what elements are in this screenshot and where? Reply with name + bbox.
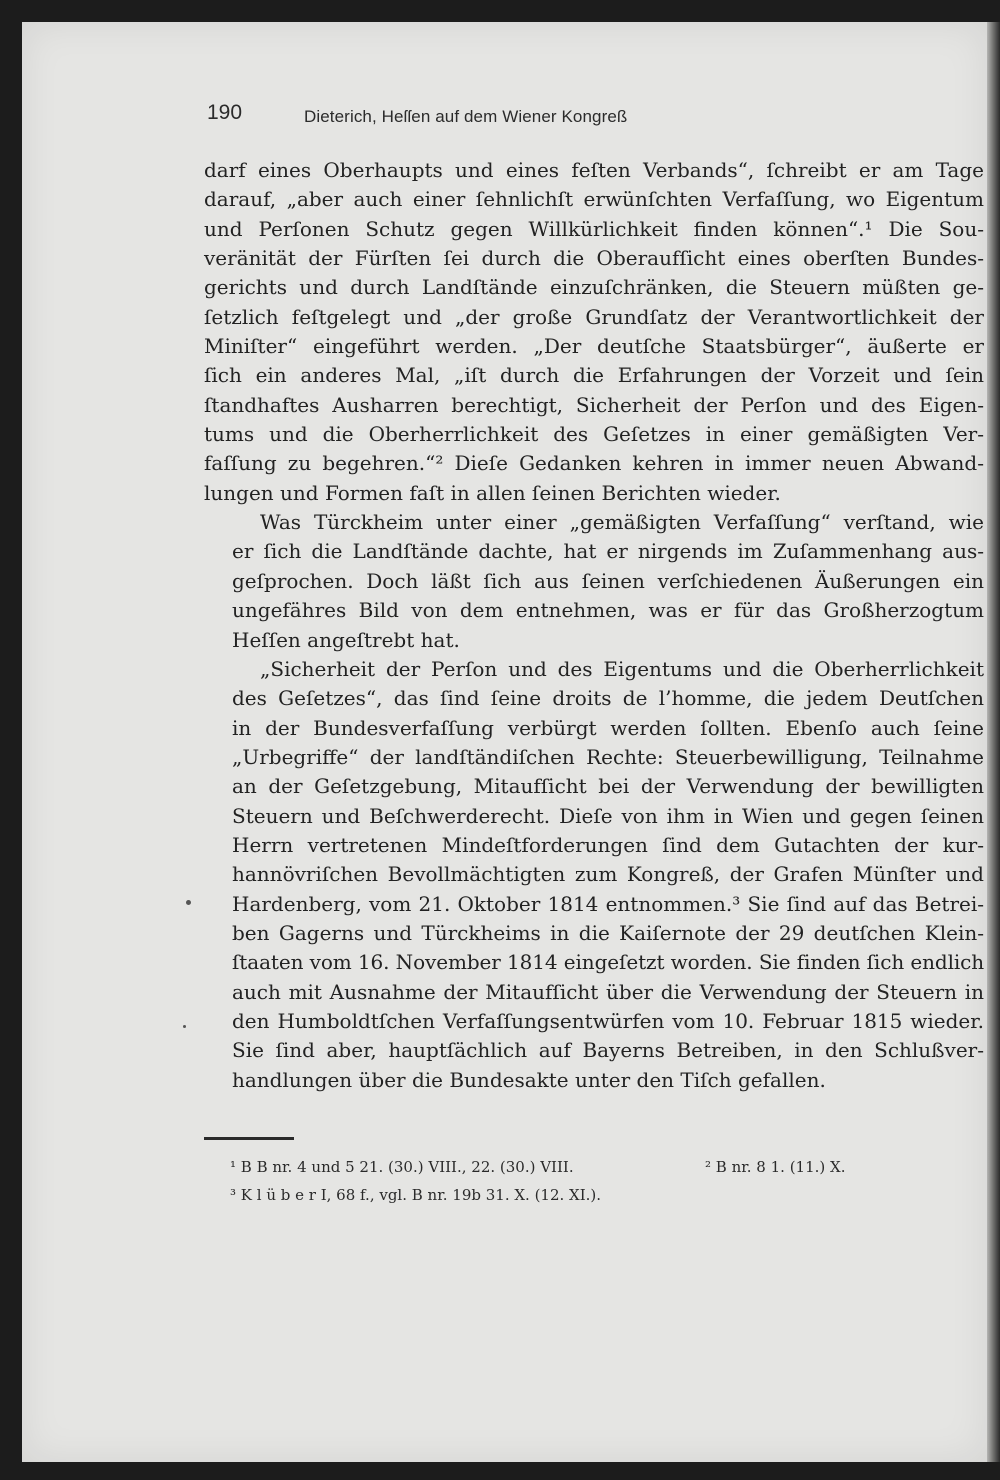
text-line: darf eines Oberhaupts und eines feſten Verbands“, ſchreibt er am Tage [204,158,984,182]
page-header [207,101,967,141]
text-line: und Perſonen Schutz gegen Willkürlichkeit finden können“.¹ Die Sou- [204,216,984,241]
text-line: handlungen über die Bundesakte unter den Tiſch gefallen. [232,1067,826,1092]
text-line: ſtaaten vom 16. November 1814 eingeſetzt worden. Sie finden ſich endlich [232,950,985,975]
text-line: er ſich die Landſtände dachte, hat er nirgends im Zuſammenhang aus- [232,539,984,564]
page-number: 190 [207,101,243,124]
paper-speck [186,900,191,905]
text-line: des Geſetzes“, das ſind ſeine droits de l’homme, die jedem Deutſchen [232,686,984,711]
paragraph [204,508,984,655]
footnote-1 [230,1158,574,1176]
text-line: den Humboldtſchen Verfaſſungsentwürfen vom 10. Februar 1815 wieder. [232,1008,984,1033]
body-text [204,156,984,1095]
text-line: Heſſen angeſtrebt hat. [232,627,460,652]
text-line: geſprochen. Doch läßt ſich aus ſeinen verſchiedenen Äußerungen ein [232,568,984,593]
running-head: Dieterich, Heſſen auf dem Wiener Kongreß [304,107,628,126]
text-line: ungefähres Bild von dem entnehmen, was er für das Großherzogtum [232,598,984,623]
footnote-mark: ² [705,1158,712,1176]
text-line: tums und die Oberherrlichkeit des Geſetzes in einer gemäßigten Ver- [204,422,984,447]
text-line: faſſung zu begehren.“² Dieſe Gedanken kehren in immer neuen Abwand- [204,451,984,476]
text-line: Hardenberg, vom 21. Oktober 1814 entnommen.³ Sie ſind auf das Betrei- [232,891,984,916]
footnote-3 [230,1186,601,1204]
footnote-2 [705,1158,845,1176]
text-line: Herrn vertretenen Mindeſtforderungen ſind dem Gutachten der kur- [232,832,984,857]
footnote-mark: ³ [230,1186,237,1204]
text-line: ſtandhaftes Ausharren berechtigt, Sicherheit der Perſon und des Eigen- [204,392,984,417]
footnote-mark: ¹ [230,1158,237,1176]
text-line: hannövriſchen Bevollmächtigten zum Kongreß, der Grafen Münſter und [232,862,984,887]
text-line: an der Geſetzgebung, Mitaufſicht bei der Verwendung der bewilligten [232,774,984,799]
footnote-line [230,1158,930,1186]
text-line: gerichts und durch Landſtände einzuſchränken, die Steuern müßten ge- [204,275,984,300]
text-line: Steuern und Beſchwerderecht. Dieſe von ihm in Wien und gegen ſeinen [232,803,984,828]
text-line: auch mit Ausnahme der Mitaufſicht über die Verwendung der Steuern in [232,979,984,1004]
text-line: in der Bundesverfaſſung verbürgt werden ſollten. Ebenſo auch ſeine [232,715,984,740]
footnotes [230,1158,930,1214]
page-edge [987,22,1000,1462]
footnote-rule [204,1137,294,1140]
footnote-text: K l ü b e r I, 68 f., vgl. B nr. 19b 31. X. (12. XI.). [240,1186,602,1204]
footnote-text: B B nr. 4 und 5 21. (30.) VIII., 22. (30.) VIII. [240,1158,574,1176]
text-line: ſetzlich feſtgelegt und „der große Grundſatz der Verantwortlichkeit der [204,304,984,329]
text-line: ben Gagerns und Türckheims in die Kaiſernote der 29 deutſchen Klein- [232,920,984,945]
text-line: Miniſter“ eingeführt werden. „Der deutſche Staatsbürger“, äußerte er [204,334,984,359]
text-line: veränität der Fürſten ſei durch die Oberaufſicht eines oberſten Bundes- [204,246,984,271]
text-line: „Sicherheit der Perſon und des Eigentums und die Oberherrlichkeit [260,656,984,681]
text-line: Sie ſind aber, hauptſächlich auf Bayerns Betreiben, in den Schlußver- [232,1038,984,1063]
text-line: lungen und Formen faſt in allen ſeinen Berichten wieder. [204,480,781,505]
footnote-text: B nr. 8 1. (11.) X. [715,1158,846,1176]
paragraph [204,156,984,508]
text-line: darauf, „aber auch einer ſehnlichſt erwünſchten Verfaſſung, wo Eigentum [204,187,984,212]
paragraph [204,655,984,1095]
paper-speck [183,1025,186,1028]
text-line: Was Türckheim unter einer „gemäßigten Verfaſſung“ verſtand, wie [260,510,984,535]
footnote-line [230,1186,930,1214]
text-line: ſich ein anderes Mal, „iſt durch die Erfahrungen der Vorzeit und ſein [204,363,984,388]
text-line: „Urbegriffe“ der landſtändiſchen Rechte: Steuerbewilligung, Teilnahme [232,744,984,769]
